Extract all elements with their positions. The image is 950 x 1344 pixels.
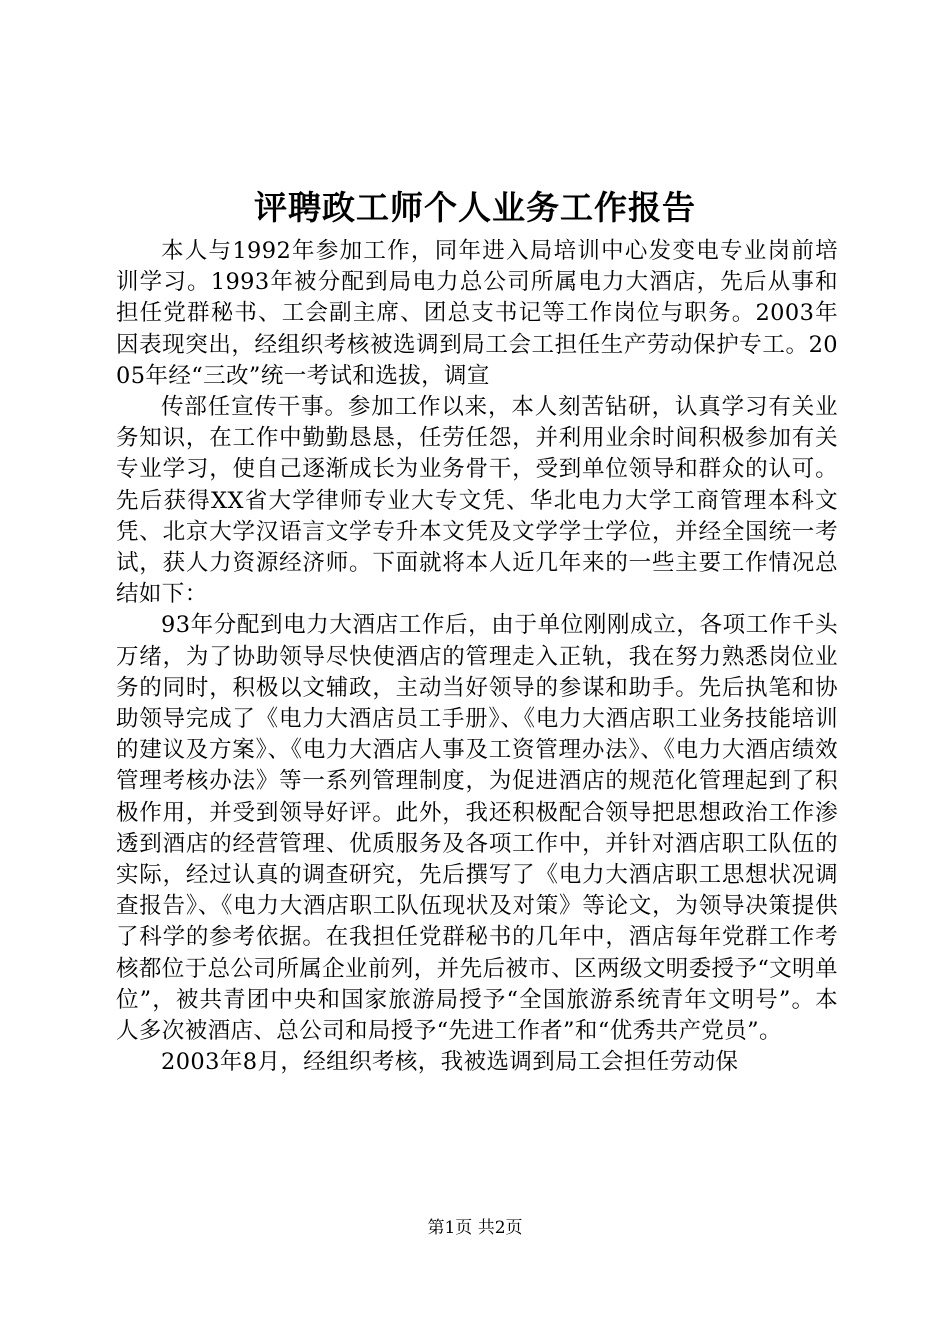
paragraph-3: 93年分配到电力大酒店工作后，由于单位刚刚成立，各项工作千头万绪，为了协助领导尽快使酒店的管理走入正轨，我在努力熟悉岗位业务的同时，积极以文辅政，主动当好领导的参谋和助手。先后执笔和协助领导完成了《电力大酒店员工手册》、《电力大酒店职工业务技能培训的建议及方案》、《电力大酒店人事及工资管理办法》、《电力大酒店绩效管理考核办法》等一系列管理制度，为促进酒店的规范化管理起到了积极作用，并受到领导好评。此外，我还积极配合领导把思想政治工作渗透到酒店的经营管理、优质服务及各项工作中，并针对酒店职工队伍的实际，经过认真的调查研究，先后撰写了《电力大酒店职工思想状况调查报告》、《电力大酒店职工队伍现状及对策》等论文，为领导决策提供了科学的参考依据。在我担任党群秘书的几年中，酒店每年党群工作考核都位于总公司所属企业前列，并先后被市、区两级文明委授予“文明单位”，被共青团中央和国家旅游局授予“全国旅游系统青年文明号”。本人多次被酒店、总公司和局授予“先进工作者”和“优秀共产党员”。	[116, 612, 838, 1045]
document-title: 评聘政工师个人业务工作报告	[254, 188, 696, 227]
paragraph-1: 本人与1992年参加工作，同年进入局培训中心发变电专业岗前培训学习。1993年被分配到局电力总公司所属电力大酒店，先后从事和担任党群秘书、工会副主席、团总支书记等工作岗位与职务。2003年因表现突出，经组织考核被选调到局工会工担任生产劳动保护专工。2005年经“三改”统一考试和选拔，调宣	[116, 238, 838, 389]
page-footer: 第1页 共2页	[427, 1218, 523, 1238]
document-body	[116, 236, 838, 1078]
paragraph-2: 传部任宣传干事。参加工作以来，本人刻苦钻研，认真学习有关业务知识，在工作中勤勤恳恳，任劳任怨，并利用业余时间积极参加有关专业学习，使自己逐渐成长为业务骨干，受到单位领导和群众的认可。先后获得XX省大学律师专业大专文凭、华北电力大学工商管理本科文凭、北京大学汉语言文学专升本文凭及文学学士学位，并经全国统一考试，获人力资源经济师。下面就将本人近几年来的一些主要工作情况总结如下：	[116, 394, 838, 608]
paragraph-4: 2003年8月，经组织考核，我被选调到局工会担任劳动保	[161, 1049, 739, 1076]
